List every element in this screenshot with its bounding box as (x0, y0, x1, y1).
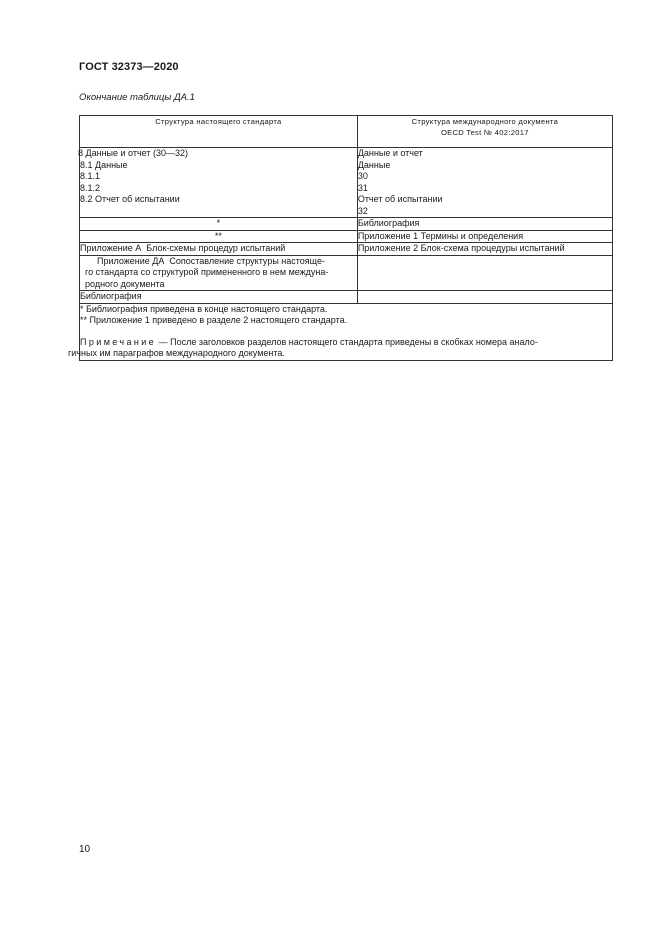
document-id-header: ГОСТ 32373—2020 (79, 61, 179, 73)
table-cell-left (80, 148, 358, 218)
cell-line: 8.2 Отчет об испытании (80, 194, 180, 204)
column-header-international (357, 116, 612, 148)
cell-line: Данные и отчет (357, 148, 423, 158)
note-text: — После заголовков разделов настоящего стандарта приведены в скобках номера анало- (156, 336, 538, 347)
table-cell-left: ** (80, 230, 358, 243)
table-row (80, 255, 613, 291)
table-cell-right: Приложение 2 Блок-схема процедуры испытаний (357, 243, 612, 256)
table-cell-left: Библиография (80, 291, 358, 304)
table-cell-right: Приложение 1 Термины и определения (357, 230, 612, 243)
cell-line: Приложение ДА Сопоставление структуры настояще- (97, 255, 325, 266)
cell-line: Отчет об испытании (357, 194, 443, 204)
note-label: Примечание (80, 336, 157, 347)
table-footnotes (68, 303, 613, 360)
footnote-bibliography: * Библиография приведена в конце настоящего стандарта. (80, 303, 328, 314)
structure-comparison-table (68, 115, 613, 361)
cell-line: 8.1 Данные (80, 159, 128, 170)
header-line: OECD Test № 402:2017 (440, 128, 529, 137)
table-row (80, 291, 613, 304)
table-cell-left: * (80, 218, 358, 231)
cell-line: 8.1.2 (80, 182, 101, 193)
table-cell-left: Приложение А Блок-схемы процедур испытаний (80, 243, 358, 256)
cell-line: 30 (357, 171, 368, 181)
note-paragraph (80, 337, 612, 349)
note-continuation: гичных им параграфов международного документа. (68, 348, 285, 358)
table-cell-right (357, 291, 612, 304)
table-row (80, 243, 613, 256)
table-cell-right (357, 255, 612, 291)
table-caption: Окончание таблицы ДА.1 (79, 92, 195, 103)
table-cell-right (357, 148, 612, 218)
cell-line: 32 (357, 205, 368, 216)
column-header-standard: Структура настоящего стандарта (80, 116, 358, 148)
table-cell-left (80, 255, 358, 291)
table-cell-right: Библиография (357, 218, 612, 231)
cell-line: 8 Данные и отчет (30—32) (78, 148, 189, 158)
cell-line: го стандарта со структурой примененного в нем междуна- (85, 267, 329, 277)
table-header-row (80, 116, 613, 148)
table-row (80, 148, 613, 218)
table-row (80, 230, 613, 243)
table-row (80, 218, 613, 231)
header-line: Структура международного документа (411, 117, 559, 126)
cell-line: Данные (357, 159, 391, 170)
footnote-annex: ** Приложение 1 приведено в разделе 2 настоящего стандарта. (80, 315, 348, 325)
cell-line: 8.1.1 (80, 171, 101, 181)
cell-line: родного документа (85, 278, 165, 289)
cell-line: 31 (357, 182, 368, 193)
table-footnotes-row (80, 303, 613, 360)
page-number: 10 (79, 844, 91, 855)
